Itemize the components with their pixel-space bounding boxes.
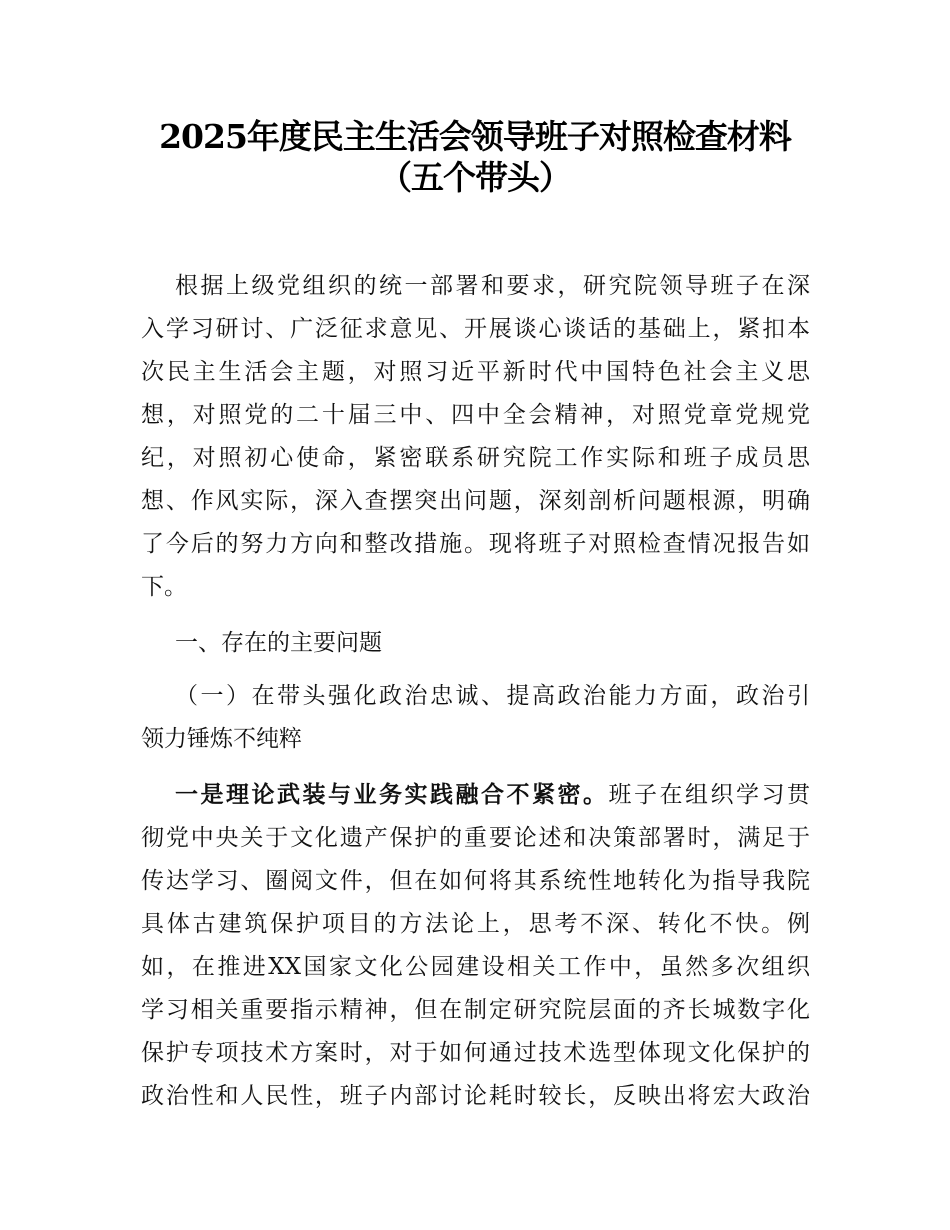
intro-paragraph-line: 想、作风实际，深入查摆突出问题，深刻剖析问题根源，明确 bbox=[141, 488, 810, 514]
subsection-heading-line: （一）在带头强化政治忠诚、提高政治能力方面，政治引 bbox=[175, 683, 810, 709]
point-paragraph-line: 保护专项技术方案时，对于如何通过技术选型体现文化保护的 bbox=[141, 1040, 810, 1066]
point-paragraph-line: 具体古建筑保护项目的方法论上，思考不深、转化不快。例 bbox=[141, 911, 810, 937]
intro-paragraph-line: 纪，对照初心使命，紧密联系研究院工作实际和班子成员思 bbox=[141, 445, 810, 471]
point-paragraph-first-line bbox=[175, 774, 810, 817]
subsection-heading-line: 领力锤炼不纯粹 bbox=[141, 726, 302, 752]
intro-paragraph-line: 了今后的努力方向和整改措施。现将班子对照检查情况报告如 bbox=[141, 531, 810, 557]
intro-paragraph-line: 根据上级党组织的统一部署和要求，研究院领导班子在深 bbox=[175, 273, 810, 299]
intro-paragraph-line: 入学习研讨、广泛征求意见、开展谈心谈话的基础上，紧扣本 bbox=[141, 316, 810, 342]
point-text: 班子在组织学习贯 bbox=[608, 782, 810, 808]
point-paragraph-line: 学习相关重要指示精神，但在制定研究院层面的齐长城数字化 bbox=[141, 997, 810, 1023]
document-subtitle: （五个带头） bbox=[379, 158, 571, 197]
intro-paragraph-line: 想，对照党的二十届三中、四中全会精神，对照党章党规党 bbox=[141, 402, 810, 428]
document-title: 2025年度民主生活会领导班子对照检查材料 bbox=[159, 117, 791, 156]
intro-paragraph-line: 次民主生活会主题，对照习近平新时代中国特色社会主义思 bbox=[141, 359, 810, 385]
point-paragraph-line: 彻党中央关于文化遗产保护的重要论述和决策部署时，满足于 bbox=[141, 825, 810, 851]
point-paragraph-line: 传达学习、圈阅文件，但在如何将其系统性地转化为指导我院 bbox=[141, 868, 810, 894]
intro-paragraph-line: 下。 bbox=[141, 574, 187, 600]
point-bold-lead: 一是理论武装与业务实践融合不紧密。 bbox=[175, 782, 609, 808]
point-paragraph-line: 如，在推进XX国家文化公园建设相关工作中，虽然多次组织 bbox=[141, 954, 810, 980]
point-paragraph-line: 政治性和人民性，班子内部讨论耗时较长，反映出将宏大政治 bbox=[141, 1083, 810, 1109]
section-heading: 一、存在的主要问题 bbox=[175, 630, 382, 656]
